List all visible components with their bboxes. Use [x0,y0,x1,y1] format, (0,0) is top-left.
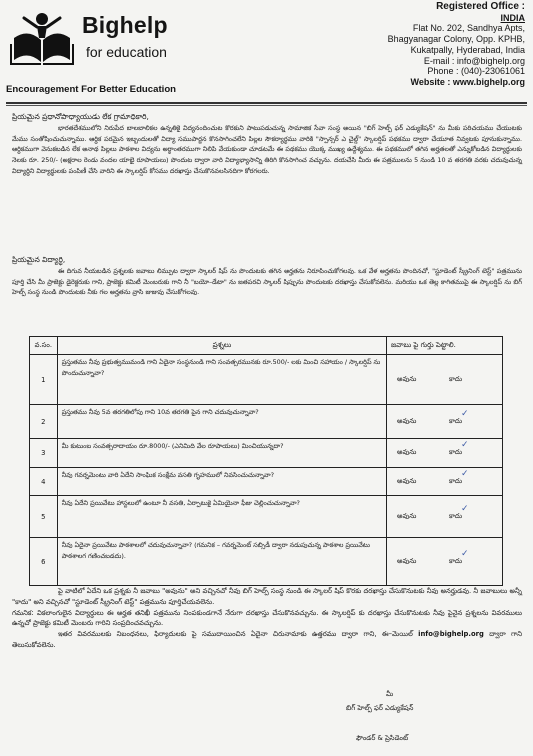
header-questions: ప్రశ్నలు [57,337,386,355]
closing-section [12,586,522,651]
student-paragraph: ఈ దిగువ నీయబడిన ప్రశ్నలకు జవాబు లిమ్పుట ద్వారా స్కాలర్ షిప్ ను పొందుటకు తగిన అర్హతను నిరూపించుకోగలవు. ఒక వేళ అర్హతను పొందినచో, "స్టూడెంట్ స్క్రీనింగ్ టెస్ట్" పత్రమును పూర్తి చేసి మీ ప్రాజెక్టు డైరెక్టరుకు గాని, ప్రాజెక్టు కమిటీ మెంబరుకు గాని నీ "బయో–డేటా" ను జతపరచి స్కాలర్ షిప్పును పొందుటకు దరఖాస్తు చేసుకోవలెను. మరియు ఒక తెల్ల కాగితముపై ఈ స్కాలర్షిప్ ను బిగ్ హెల్ప్ సంస్థ నుండి పొందుటకు నీకు గల అర్హతను వ్రాసి జుజువు చేసుకోగలవు. [12,266,522,297]
book-logo-icon [8,8,76,66]
check-mark-icon: ✓ [461,440,469,450]
header-divider [6,102,527,104]
letter-intro [12,112,522,177]
row-answer [387,355,503,405]
brand-name: Bighelp [82,12,168,38]
row-number: 5 [30,496,58,538]
row-answer [387,496,503,538]
check-mark-icon: ✓ [461,468,469,479]
answer-yes-option[interactable]: అవును [397,476,417,485]
office-address-line: Bhagyanagar Colony, Opp. KPHB, [387,34,525,45]
row-question: ప్రస్తుతము నీవు ప్రభుత్వముమండి గాని ఏదైనా సంస్థనుండి గాని సంవత్సరమునకు రూ.500/- లకు మించి సహాయం / స్కాలర్షిప్ ను పొందుచున్నావా? [57,355,386,405]
tagline: Encouragement For Better Education [6,84,177,95]
answer-no-option[interactable]: కాదు [449,556,463,565]
row-question: మీ కుటుంబ సంవత్సరాదాయం రూ.8000/- (ఎనిమిది వేల రూపాయలు) మించియున్నదా? [57,439,386,468]
contact-text: ద్వారా గాని తెలుసుకోవలెను. [12,630,522,649]
office-website: Website : www.bighelp.org [410,76,525,87]
row-answer [387,405,503,439]
office-email: E-mail : info@bighelp.org [423,55,525,66]
intro-paragraph: భారతదేశములోని నిరుపేద బాలబాలికల ఉన్నతికై విద్యనందించుట కొరకుని పాటుపడుచున్న సామాజిక సేవా సంస్థ అయిన "బిగ్ హెల్ప్ ఫర్ ఎడ్యుకేషన్" ను మీకు పరిచయము చేయుటకు మేము సంతోషించుచున్నాము. ఆర్థిక పరమైన ఇబ్బందులతో విద్యా సముపార్జన కొనసాగించలేని పిల్లల సౌకర్యార్థము వారికి "స్పాన్సర్ ఎ చైల్డ్" స్కాలర్షిప్ పథకము ద్వారా చేయూత నివ్వటకు పూనుకున్నాము. ఆర్థికముగా వెనుకబడిన లేక అనాథ పిల్లలు పాఠశాల విద్యను అర్థాంతరముగా నిలిపి వేయకుండా చూడటమే ఈ పథకము యొక్క ముఖ్య ఉద్దేశ్యము. ఈ పథకములో తగిన అర్హతలతో ఎన్నుకోబడిన విద్యార్థులకు నెలకు రూ. 250/- (అక్షరాల రెండు వందల యాభై రూపాయలు) పొందుట ద్వారా వారి విద్యాభ్యాసాన్ని తిరిగి కొనసాగించ వచ్చును. దయచేసి మీరు ఈ పత్రములను 5 నుండి 10 వ తరగతి వరకు చదువుచున్న విద్యార్థిని విద్యార్థులకు పంపిణీ చేసి వారిని ఈ స్కాలర్షిప్ కోసము దరఖాస్తు చేసుకొనవలసినదిగా కోరగలరు. [12,123,522,175]
table-row [30,355,503,405]
row-number: 6 [30,538,58,586]
check-mark-icon: ✓ [461,503,469,514]
answer-no-option[interactable]: కాదు [449,416,463,425]
answer-yes-option[interactable]: అవును [397,511,417,520]
row-question: నీవు ఏదైనా ప్రయివేటు పాఠశాలలో చదువుచున్నావా? (గమనిక – గవర్నమెంట్ సబ్సిడీ ద్వారా నడుపుచున్న పాఠశాల ప్రయివేటు పాఠశాలగ గణించబడదు). [57,538,386,586]
signoff-yours: మీ [386,690,394,698]
office-address-line: Flat No. 202, Sandhya Apts, [412,23,525,34]
signoff-founder: ఫౌండర్ & ప్రెసిడెంట్ [356,734,409,742]
row-answer [387,538,503,586]
contact-email-link[interactable]: info@bighelp.org [418,630,484,639]
row-answer [387,439,503,468]
greeting-student: ప్రియమైన విద్యార్థి, [12,255,66,264]
contact-text: ఇతర వివరములకు నిబంధనలు, ఫిర్యాదులకు పై సముదాయించిన ఏదైనా చిరునామాకు ఉత్తరము ద్వారా గాని, ఈ–మెయిల్ [58,630,413,639]
row-question: ప్రస్తుతము నీవు 5వ తరగతిలోపు గాని 10వ తరగతి పైన గాని చదువుచున్నావా? [57,405,386,439]
table-row [30,405,503,439]
registered-office [295,2,525,88]
row-question: నీవు ఏదేని ప్రయివేటు హాస్టలులో ఉంటూ నీ వసతి, ఏర్పాటుకై ఏమియైనా ఫీజు చెల్లించుచున్నావా? [57,496,386,538]
answer-no-option[interactable]: కాదు [449,448,463,456]
answer-no-option[interactable]: కాదు [449,476,463,485]
header-divider [6,105,527,106]
table-header-row [30,337,503,355]
header-number: వ.సం. [30,337,58,355]
contact-paragraph [12,629,522,651]
table-row [30,439,503,468]
row-number: 3 [30,439,58,468]
row-number: 4 [30,468,58,496]
check-mark-icon: ✓ [461,408,469,419]
office-country: INDIA [500,12,525,23]
answer-yes-option[interactable]: అవును [397,374,417,383]
office-title: Registered Office : [436,1,525,12]
greeting-headmaster: ప్రియమైన ప్రధానోపాధ్యాయుడు లేక గ్రామాధికారి, [12,112,149,121]
row-number: 2 [30,405,58,439]
student-section [12,255,522,298]
brand-subtitle: for education [86,44,167,60]
eligibility-table [29,336,503,586]
table-row [30,538,503,586]
signoff-organisation: బిగ్ హెల్ప్ ఫర్ ఎడ్యుకేషన్ [346,704,414,712]
row-number: 1 [30,355,58,405]
answer-yes-option[interactable]: అవును [397,416,417,425]
check-mark-icon: ✓ [461,548,469,559]
table-row [30,468,503,496]
office-address-line: Kukatpally, Hyderabad, India [410,44,525,55]
answer-yes-option[interactable]: అవును [397,556,417,565]
result-paragraph: పై వాటిలో ఏదేని ఒక ప్రశ్నకు నీ జవాబు "అవును" అని వచ్చినచో నీవు బిగ్ హెల్ప్ సంస్థ నుండి ఈ స్కాలర్ షిప్ కొరకు దరఖాస్తు చేసుకొనుటకు నీవు అనర్హుడవు. నీ జవాబులు అన్నీ "కాదు" అని వచ్చినచో "స్టూడెంట్ స్క్రీనింగ్ టెస్ట్" పత్రమును పూర్తిచేయవలెను. [12,587,522,606]
row-answer [387,468,503,496]
answer-no-option[interactable]: కాదు [449,511,463,520]
answer-yes-option[interactable]: అవును [397,448,417,456]
header-answer: జవాబు పై గుర్తు పెట్టాలి. [387,337,503,355]
table-row [30,496,503,538]
office-phone: Phone : (040)-23061061 [427,66,525,77]
answer-no-option[interactable]: కాదు [449,374,463,383]
row-question: నీవు గవర్నమెంటు వారి ఏదేని సాంఘిక సంక్షేమ వసతి గృహములో నివసించుచున్నావా? [57,468,386,496]
note-paragraph: గమనిక: వికలాంగులైన విద్యార్థులు ఈ అర్హత తనిఖీ పత్రమును నింపకుండగానే నేరుగా దరఖాస్తు చేసుకొనవచ్చును. ఈ స్కాలర్షిప్ కు దరఖాస్తు చేసుకొనుటకు నీవు పైనైన ప్రశ్నలను వివరములు ఉన్నచో ప్రాజెక్టు కమిటీ మెంబరు గారిని సంప్రదించవచ్చును. [12,608,522,628]
